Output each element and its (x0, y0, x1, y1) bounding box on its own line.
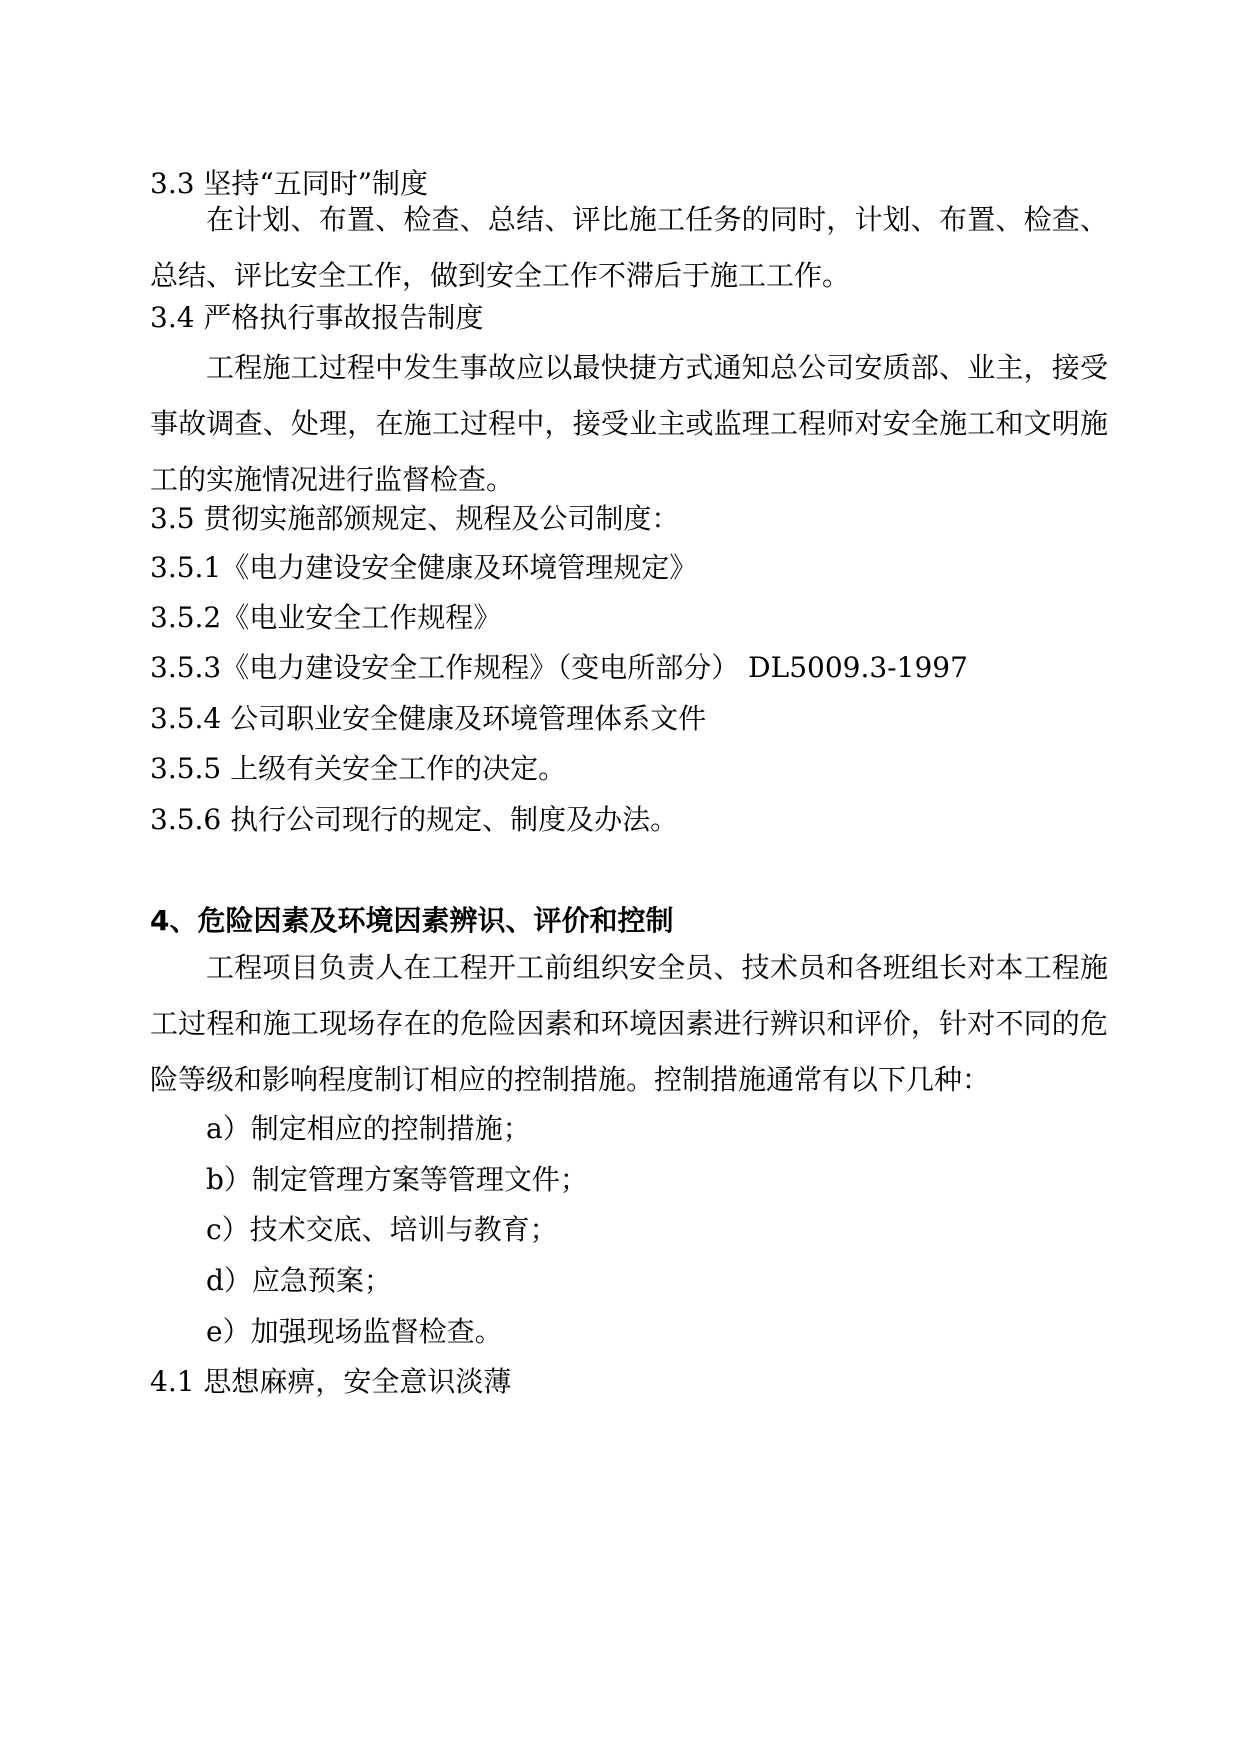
control-measure-item: b）制定管理方案等管理文件； (206, 1163, 588, 1196)
section-4-body: 工程项目负责人在工程开工前组织安全员、技术员和各班组长对本工程施工过程和施工现场存在的危险因素和环境因素进行辨识和评价，针对不同的危险等级和影响程度制订相应的控制措施。控制措施通常有以下几种： (150, 951, 1108, 1096)
section-4-heading: 4、危险因素及环境因素辨识、评价和控制 (150, 904, 674, 937)
control-measure-item: e）加强现场监督检查。 (206, 1315, 503, 1348)
regulation-item: 3.5.2《电业安全工作规程》 (150, 601, 502, 634)
control-measure-item: a）制定相应的控制措施； (206, 1112, 531, 1145)
section-3-4-heading: 3.4 严格执行事故报告制度 (150, 301, 484, 334)
section-4-1-heading: 4.1 思想麻痹，安全意识淡薄 (150, 1365, 512, 1398)
control-measure-item: c）技术交底、培训与教育； (206, 1213, 558, 1246)
regulation-item: 3.5.6 执行公司现行的规定、制度及办法。 (150, 803, 679, 836)
section-3-3-body: 在计划、布置、检查、总结、评比施工任务的同时，计划、布置、检查、总结、评比安全工作，做到安全工作不滞后于施工工作。 (150, 203, 1108, 292)
section-3-3-heading: 3.3 坚持“五同时”制度 (150, 167, 429, 200)
section-3-5-heading: 3.5 贯彻实施部颁规定、规程及公司制度： (150, 502, 680, 535)
control-measure-item: d）应急预案； (206, 1264, 392, 1297)
regulation-item: 3.5.4 公司职业安全健康及环境管理体系文件 (150, 702, 707, 735)
regulation-item: 3.5.1《电力建设安全健康及环境管理规定》 (150, 551, 698, 584)
regulation-item: 3.5.3《电力建设安全工作规程》（变电所部分） DL5009.3-1997 (150, 651, 968, 684)
regulation-item: 3.5.5 上级有关安全工作的决定。 (150, 752, 567, 785)
section-3-4-body: 工程施工过程中发生事故应以最快捷方式通知总公司安质部、业主，接受事故调查、处理，在施工过程中，接受业主或监理工程师对安全施工和文明施工的实施情况进行监督检查。 (150, 351, 1108, 496)
